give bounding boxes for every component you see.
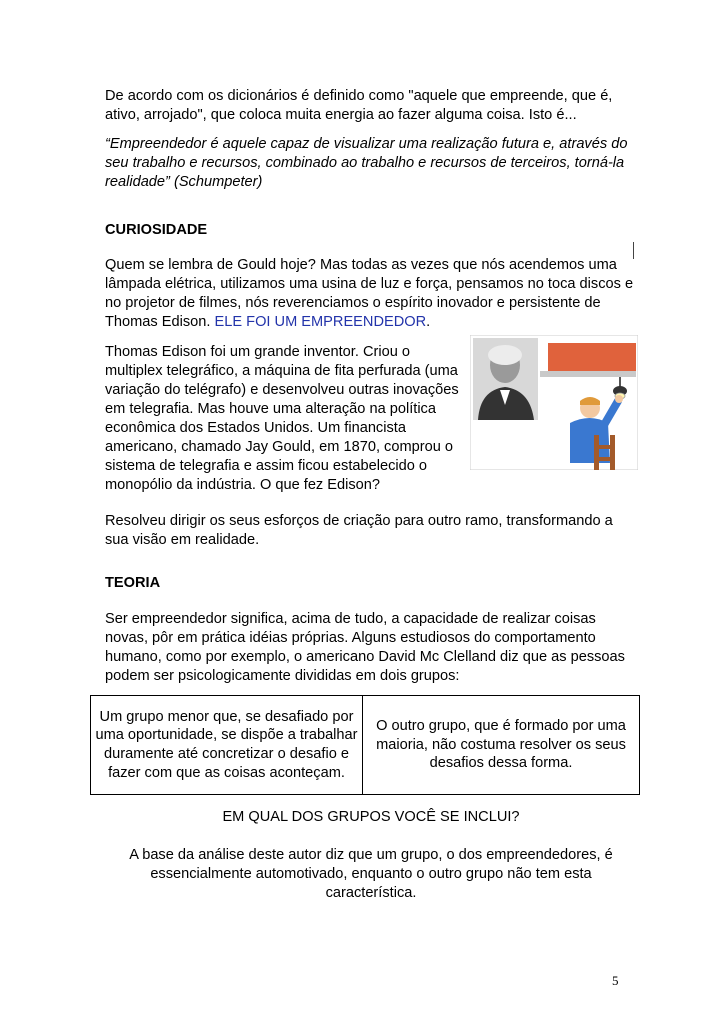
curiosity-paragraph-3: Resolveu dirigir os seus esforços de criação para outro ramo, transformando a sua visão em realidade.: [105, 513, 613, 548]
curiosity-text: Quem se lembra de Gould hoje? Mas todas as vezes que nós acendemos uma lâmpada elétrica, utilizamos uma usina de luz e força, pensamos no toca discos e no projetor de filmes, nós reverenciamos o espírito inovador e persistente de Thomas Edison.: [105, 257, 634, 330]
intro-paragraph: De acordo com os dicionários é definido como "aquele que empreende, que é, ativo, arrojado", que coloca muita energia ao fazer alguma coisa. Isto é...: [105, 88, 613, 123]
entrepreneur-highlight: ELE FOI UM EMPREENDEDOR: [214, 314, 427, 330]
group-question: EM QUAL DOS GRUPOS VOCÊ SE INCLUI?: [222, 809, 520, 825]
curiosity-paragraph-2: Thomas Edison foi um grande inventor. Criou o multiplex telegráfico, a máquina de fita perfurada (uma variação do telégrafo) e desenvolveu outras inovações em telegrafia. Mas houve uma alteração na política econômica dos Estados Unidos. Um financista americano, chamado Jay Gould, em 1870, comprou o sistema de telegrafia e assim ficou estabelecido o monopólio da indústria. O que fez Edison?: [105, 344, 459, 493]
theory-paragraph: Ser empreendedor significa, acima de tudo, a capacidade de realizar coisas novas, pôr em prática idéias próprias. Alguns estudiosos do comportamento humano, como por exemplo, o americano David Mc Clelland diz que as pessoas podem ser psicologicamente divididas em dois grupos:: [105, 611, 625, 684]
conclusion-paragraph: A base da análise deste autor diz que um grupo, o dos empreendedores, é essencialmente automotivado, enquanto o outro grupo não tem esta característica.: [129, 847, 613, 901]
schumpeter-quote: “Empreendedor é aquele capaz de visualizar uma realização futura e, através do seu trabalho e recursos, combinado ao trabalho e recursos de terceiros, torná-la realidade” (Schumpeter): [105, 136, 628, 190]
edison-lamp-illustration: [470, 335, 638, 470]
group-one-cell: Um grupo menor que, se desafiado por uma oportunidade, se dispõe a trabalhar duramente até concretizar o desafio e fazer com que as coisas aconteçam.: [91, 696, 363, 794]
group-two-cell: O outro grupo, que é formado por uma maioria, não costuma resolver os seus desafios dessa forma.: [376, 718, 626, 772]
curiosity-heading: CURIOSIDADE: [105, 222, 208, 238]
theory-heading: TEORIA: [105, 575, 161, 591]
page-number: 5: [612, 973, 619, 988]
curiosity-paragraph-1: Quem se lembra de Gould hoje? Mas todas as vezes que nós acendemos uma lâmpada elétrica, utilizamos uma usina de luz e força, pensamos no toca discos e no projetor de filmes, nós reverenciamos o espírito inovador e persistente de Thomas Edison. ELE FOI UM EMPREENDEDOR.: [105, 257, 634, 330]
groups-table: [90, 695, 640, 795]
